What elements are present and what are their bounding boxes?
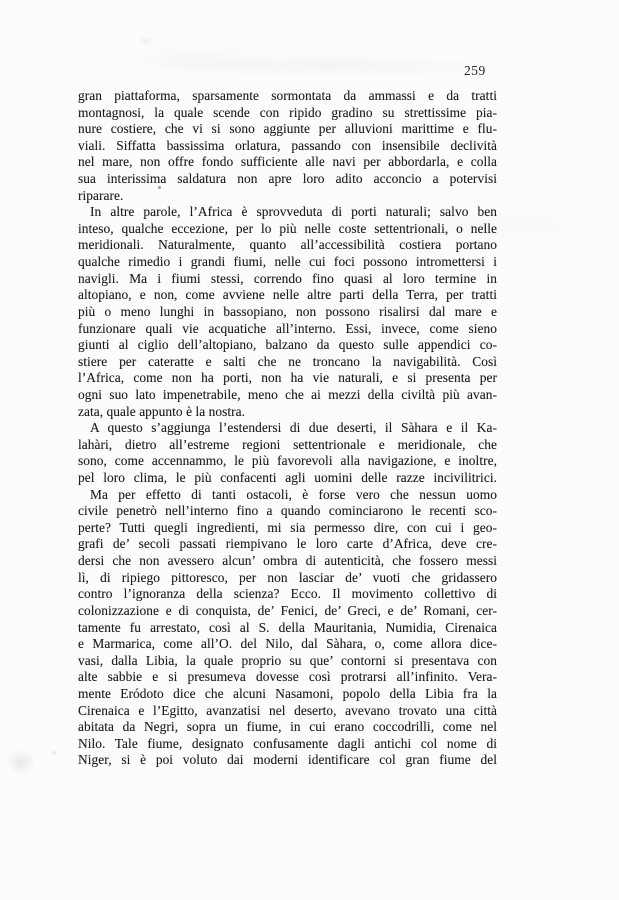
text-line: grafi de’ secoli passati riempivano le loro carte d’Africa, deve cre- (78, 536, 497, 552)
text-line: navigli. Ma i fiumi stessi, correndo fino quasi al loro termine in (78, 270, 497, 286)
text-line: gran piattaforma, sparsamente sormontata da ammassi e da tratti (78, 88, 497, 103)
text-line: colonizzazione e di conquista, de’ Fenici, de’ Greci, e de’ Romani, cer- (78, 602, 497, 618)
paragraph (78, 487, 497, 769)
text-line: nel mare, non offre fondo sufficiente alle navi per abbordarla, e colla (78, 154, 497, 170)
scan-speck (138, 36, 154, 46)
text-line: zata, quale appunto è la nostra. (78, 403, 246, 419)
text-line: Ma per effetto di tanti ostacoli, è forse vero che nessun uomo (90, 486, 497, 502)
text-block (78, 88, 497, 769)
text-line: funzionare quali vie acquatiche all’interno. Essi, invece, come sieno (78, 320, 497, 336)
text-line: ogni suo lato impenetrabile, meno che ai mezzi della civiltà più avan- (78, 386, 497, 402)
text-line: giunti al ciglio dell’altopiano, balzano da questo sulle appendici co- (78, 337, 497, 353)
text-line: Niger, si è poi voluto dai moderni identificare col gran fiume del (78, 752, 497, 768)
text-line: più o meno lunghi in bassopiano, non possono risalirsi dal mare e (78, 303, 497, 319)
page-number: 259 (464, 63, 486, 78)
text-line: riparare. (78, 187, 124, 203)
text-line: In altre parole, l’Africa è sprovveduta di porti naturali; salvo ben (90, 204, 497, 220)
text-line: meridionali. Naturalmente, quanto all’accessibilità costiera portano (78, 237, 497, 253)
text-line: lì, di ripiego pittoresco, per non lasciar de’ vuoti che gridassero (78, 569, 497, 585)
text-line: altopiano, e non, come avviene nelle altre parti della Terra, per tratti (78, 287, 497, 303)
text-line: mente Eródoto dice che alcuni Nasamoni, popolo della Libia fra la (78, 685, 497, 701)
text-line: montagnosi, la quale scende con ripido gradino su strettissime pia- (78, 104, 497, 120)
text-line: stiere per cateratte e salti che ne troncano la navigabilità. Così (78, 353, 497, 369)
text-line: Cirenaica e l’Egitto, avanzatisi nel deserto, avevano trovato una città (78, 702, 497, 718)
text-line: alte sabbie e si presumeva dovesse così protrarsi all’infinito. Vera- (78, 669, 497, 685)
text-line: l’Africa, come non ha porti, non ha vie naturali, e si presenta per (78, 370, 497, 386)
text-line: vasi, dalla Libia, la quale proprio su que’ contorni si presentava con (78, 652, 497, 668)
text-line: inteso, qualche eccezione, per lo più nelle coste settentrionali, o nelle (78, 220, 497, 236)
text-line: A questo s’aggiunga l’estendersi di due deserti, il Sàhara e il Ka- (90, 420, 497, 436)
scan-speck (50, 750, 58, 756)
text-line: viali. Siffatta bassissima orlatura, passando con insensibile declività (78, 137, 497, 153)
text-line: contro l’ignoranza della scienza? Ecco. Il movimento collettivo di (78, 586, 497, 602)
paragraph (78, 204, 497, 420)
text-line: sono, come accennammo, le più favorevoli alla navigazione, e inoltre, (78, 453, 497, 469)
text-line: lahàri, dietro all’estreme regioni settentrionale e meridionale, che (78, 436, 497, 452)
text-line: dersi che non avessero alcun’ ombra di autenticità, che fossero messi (78, 553, 497, 569)
scan-smudge (4, 748, 38, 776)
text-line: Nilo. Tale fiume, designato confusamente dagli antichi col nome di (78, 735, 497, 751)
text-line: sua interissima saldatura non apre loro adito acconcio a potervisi (78, 171, 497, 187)
text-line: nure costiere, che vi si sono aggiunte per alluvioni marittime e flu- (78, 121, 497, 137)
text-line: tamente fu arrestato, così al S. della Mauritania, Numidia, Cirenaica (78, 619, 497, 635)
text-line: pel loro clima, le più confacenti agli uomini delle razze incivilitrici. (78, 470, 497, 486)
text-line: e Marmarica, come all’O. del Nilo, dal Sàhara, o, come allora dice- (78, 636, 497, 652)
paragraph (78, 88, 497, 204)
paragraph (78, 420, 497, 486)
text-line: perte? Tutti quegli ingredienti, mi sia permesso dire, con cui i geo- (78, 519, 497, 535)
text-line: abitata da Negri, sopra un fiume, in cui erano coccodrilli, come nel (78, 719, 497, 735)
text-line: civile penetrò nell’interno fino a quando cominciarono le recenti sco- (78, 503, 497, 519)
text-line: qualche rimedio i grandi fiumi, nelle cui foci possono intromettersi i (78, 254, 497, 270)
